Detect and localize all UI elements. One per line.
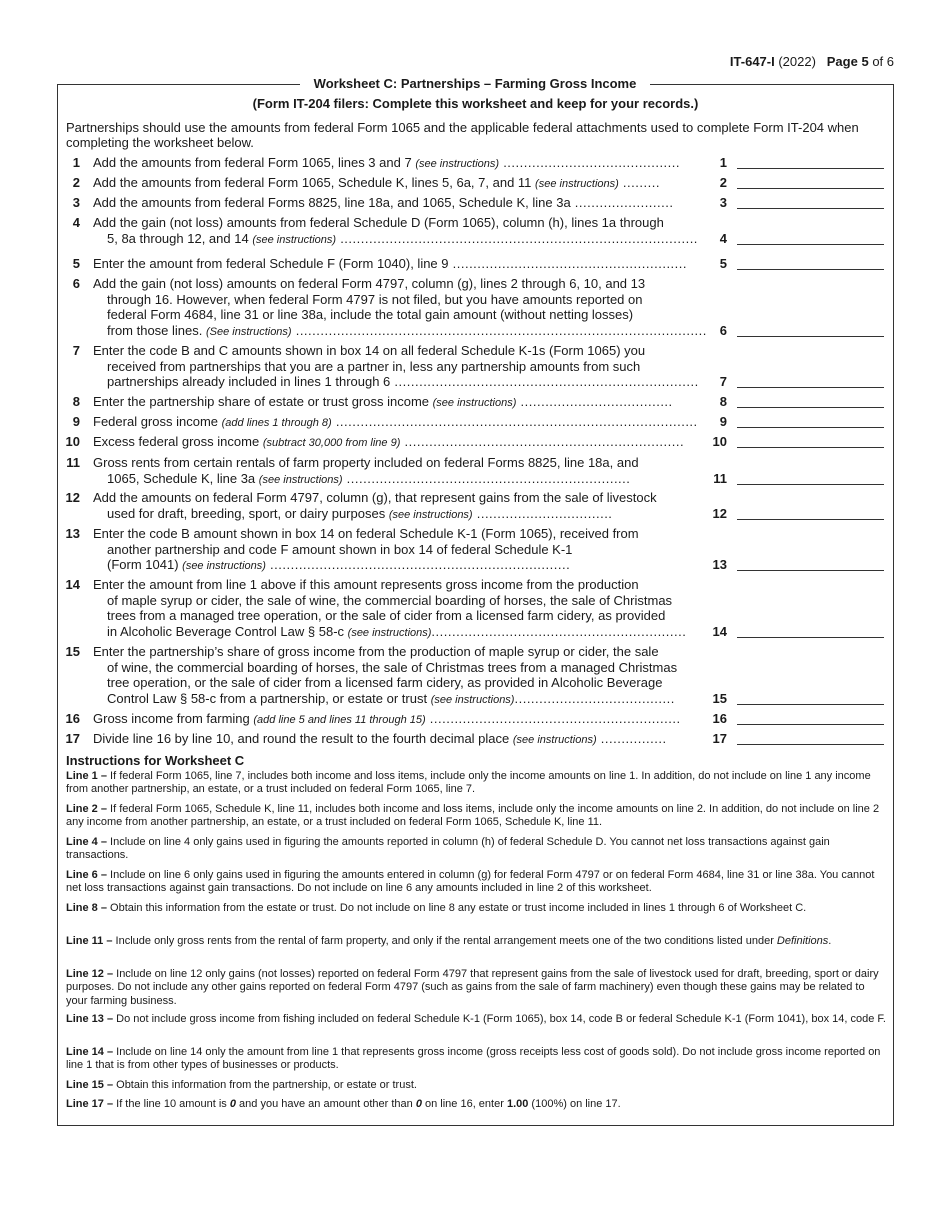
see-instructions-note: (see instructions) [252, 233, 337, 246]
line-ref-number: 12 [712, 505, 727, 521]
instruction-11: Line 11 – Include only gross rents from the rental of farm property, and only if the rental arrangement meets one of the two conditions listed under Definitions. [66, 935, 832, 947]
see-instructions-note: (see instructions) [432, 397, 517, 409]
line-number: 2 [72, 175, 80, 190]
line-description: Federal gross income (add lines 1 through 8) ........................................................................................ [93, 414, 698, 429]
see-instructions-note: (see instructions) [512, 734, 597, 746]
line-description: Add the amounts on federal Form 4797, column (g), that represent gains from the sale of livestock used for draft, breeding, sport, or dairy purposes (see instructions) ................................. [93, 490, 657, 521]
line-3-amount-field[interactable] [737, 195, 884, 209]
line-4-amount-field[interactable] [737, 231, 884, 245]
line-16-amount-field[interactable] [737, 711, 884, 725]
line-description: Enter the amount from federal Schedule F (Form 1040), line 9 ......................................................... [93, 256, 688, 271]
line-14-amount-field[interactable] [737, 624, 884, 638]
line-ref-number: 1 [719, 155, 727, 170]
line-17-amount-field[interactable] [737, 731, 884, 745]
instruction-14: Line 14 – Include on line 14 only the amount from line 1 that represents gross income (gross receipts less cost of goods sold). Do not include gross income reported on line 1 that is from other types of businesses or products. [66, 1046, 881, 1072]
see-instructions-note: (see instructions) [347, 626, 432, 639]
line-5-amount-field[interactable] [737, 256, 884, 270]
line-ref-number: 16 [712, 711, 727, 726]
line-description: Add the amounts from federal Form 1065, lines 3 and 7 (see instructions) ........................................... [93, 155, 680, 170]
line-ref-number: 17 [712, 731, 727, 746]
line-description: Divide line 16 by line 10, and round the result to the fourth decimal place (see instructions) ................ [93, 731, 667, 746]
see-instructions-note: (See instructions) [206, 325, 292, 338]
line-description: Enter the code B and C amounts shown in box 14 on all federal Schedule K-1s (Form 1065) you received from partnerships that you are a partner in, less any partnership amounts from such partnerships already included in lines 1 through 6 .......................................................................... [93, 343, 699, 390]
line-number: 16 [65, 711, 80, 726]
line-description: Excess federal gross income (subtract 30,000 from line 9) .................................................................... [93, 434, 685, 449]
line-ref-number: 15 [712, 690, 727, 706]
see-instructions-note: (see instructions) [430, 693, 515, 706]
line-ref-number: 3 [719, 195, 727, 210]
see-instructions-note: (subtract 30,000 from line 9) [262, 437, 401, 449]
line-number: 12 [65, 490, 80, 505]
line-number: 14 [65, 577, 80, 592]
line-number: 7 [72, 343, 80, 358]
instruction-13: Line 13 – Do not include gross income from fishing included on federal Schedule K-1 (Form 1065), box 14, code B or federal Schedule K-1 (Form 1041), box 14, code F. [66, 1013, 886, 1025]
line-ref-number: 13 [712, 557, 727, 573]
see-instructions-note: (see instructions) [415, 158, 500, 170]
line-number: 15 [65, 644, 80, 659]
line-number: 11 [66, 455, 80, 470]
line-description: Gross rents from certain rentals of farm property included on federal Forms 8825, line 18a, and 1065, Schedule K, line 3a (see instructions) ..................................................................... [93, 455, 639, 486]
line-number: 10 [65, 434, 80, 449]
line-7-amount-field[interactable] [737, 374, 884, 388]
line-2-amount-field[interactable] [737, 175, 884, 189]
instruction-6: Line 6 – Include on line 6 only gains used in figuring the amounts entered in column (g) for federal Form 4797 or on federal Form 4684, line 31 or line 38a. You cannot net loss transactions against gain transactions. Do not include on line 6 any amounts included in line 2 of this worksheet. [66, 869, 875, 895]
see-instructions-note: (see instructions) [388, 508, 473, 521]
line-ref-number: 14 [712, 623, 727, 639]
instruction-4: Line 4 – Include on line 4 only gains used in figuring the amounts reported in column (h) of federal Schedule D. You cannot net loss transactions against gain transactions. [66, 836, 830, 862]
instruction-line-17: Line 17 – If the line 10 amount is 0 and you have an amount other than 0 on line 16, enter 1.00 (100%) on line 17. [66, 1098, 621, 1110]
line-number: 6 [72, 276, 80, 291]
line-15-amount-field[interactable] [737, 691, 884, 705]
line-description: Enter the partnership share of estate or trust gross income (see instructions) ..................................... [93, 394, 673, 409]
line-number: 17 [65, 731, 80, 746]
line-number: 8 [72, 394, 80, 409]
worksheet-intro: Partnerships should use the amounts from federal Form 1065 and the applicable federal attachments used to complete Form IT-204 when completing the worksheet below. [66, 120, 859, 150]
page-label: Page 5 [826, 54, 869, 69]
line-description: Gross income from farming (add line 5 and lines 11 through 15) ............................................................. [93, 711, 681, 726]
worksheet-title: Worksheet C: Partnerships – Farming Gross Income [300, 76, 651, 91]
line-ref-number: 8 [719, 394, 727, 409]
worksheet-subtitle: (Form IT-204 filers: Complete this worksheet and keep for your records.) [252, 96, 699, 111]
instruction-12: Line 12 – Include on line 12 only gains (not losses) reported on federal Form 4797 that represent gains from the sale of livestock used for draft, breeding, sport or dairy purposes. Do not include any other gains reported on federal Form 4797 (such as gains from the sale of farm machinery) even though these gains may be related to your farming business. [66, 968, 879, 1007]
page-header [730, 54, 894, 69]
line-12-amount-field[interactable] [737, 506, 884, 520]
line-ref-number: 4 [719, 230, 727, 246]
line-description: Add the gain (not loss) amounts from federal Schedule D (Form 1065), column (h), lines 1a through 5, 8a through 12, and 14 (see instructions) ....................................................................................... [93, 215, 698, 246]
line-description: Enter the partnership’s share of gross income from the production of maple syrup or cider, the sale of wine, the commercial boarding of horses, the sale of Christmas trees from a managed Christmas tree operation, or the sale of cider from a licensed farm cidery, as provided in Alcoholic Beverage Control Law § 58-c from a partnership, or estate or trust (see instructions)....................................... [93, 644, 678, 706]
see-instructions-note: (see instructions) [182, 560, 266, 573]
line-description: Add the amounts from federal Forms 8825, line 18a, and 1065, Schedule K, line 3a ........................ [93, 195, 674, 210]
line-10-amount-field[interactable] [737, 434, 884, 448]
line-number: 9 [72, 414, 80, 429]
page-of: of 6 [872, 54, 894, 69]
line-6-amount-field[interactable] [737, 323, 884, 337]
line-ref-number: 6 [719, 322, 727, 338]
line-ref-number: 5 [719, 256, 727, 271]
line-number: 5 [72, 256, 80, 271]
line-description: Add the gain (not loss) amounts on federal Form 4797, column (g), lines 2 through 6, 10, and 13 through 16. However, when federal Form 4797 is not filed, but you have amounts reported on federal Form 4684, line 31 or line 38a, include the total gain amount (without netting losses) from those lines. (See instructions) .................................................................................................... [93, 276, 707, 338]
line-number: 13 [65, 526, 80, 541]
instruction-1: Line 1 – If federal Form 1065, line 7, includes both income and loss items, include only the income amounts on line 1. In addition, do not include on line 1 any income from another partnership, an estate, or a trust included on federal Form 1065, line 7. [66, 770, 871, 796]
line-number: 1 [72, 155, 80, 170]
line-1-amount-field[interactable] [737, 155, 884, 169]
line-ref-number: 7 [719, 374, 727, 390]
see-instructions-note: (add lines 1 through 8) [221, 417, 332, 429]
form-number: IT-647-I [729, 54, 775, 69]
line-9-amount-field[interactable] [737, 414, 884, 428]
line-ref-number: 2 [719, 175, 727, 190]
form-year: (2022) [778, 54, 816, 69]
line-ref-number: 9 [719, 414, 727, 429]
line-ref-number: 11 [713, 470, 727, 486]
line-description: Enter the code B amount shown in box 14 on federal Schedule K-1 (Form 1065), received from another partnership and code F amount shown in box 14 of federal Schedule K-1 (Form 1041) (see instructions) ......................................................................... [93, 526, 639, 573]
line-number: 4 [72, 215, 80, 230]
see-instructions-note: (add line 5 and lines 11 through 15) [253, 714, 426, 726]
instruction-8: Line 8 – Obtain this information from the estate or trust. Do not include on line 8 any estate or trust income included in lines 1 through 6 of Worksheet C. [66, 902, 807, 914]
line-description: Enter the amount from line 1 above if this amount represents gross income from the production of maple syrup or cider, the sale of wine, the commercial boarding of horses, the sale of Christmas trees from a managed tree operation, or the sale of cider from a licensed farm cidery, as provided in Alcoholic Beverage Control Law § 58-c (see instructions).............................................................. [93, 577, 687, 639]
line-description: Add the amounts from federal Form 1065, Schedule K, lines 5, 6a, 7, and 11 (see instructions) ......... [93, 175, 660, 190]
line-11-amount-field[interactable] [737, 471, 884, 485]
instruction-2: Line 2 – If federal Form 1065, Schedule K, line 11, includes both income and loss items, include only the income amounts on line 2. In addition, do not include on line 2 any income from another partnership, an estate, or a trust included on federal Form 1065, Schedule K, line 11. [66, 803, 880, 829]
instructions-title: Instructions for Worksheet C [66, 753, 245, 768]
see-instructions-note: (see instructions) [258, 473, 343, 486]
line-ref-number: 10 [712, 434, 727, 449]
instruction-15: Line 15 – Obtain this information from the partnership, or estate or trust. [66, 1079, 417, 1091]
line-number: 3 [72, 195, 80, 210]
see-instructions-note: (see instructions) [535, 178, 619, 190]
line-13-amount-field[interactable] [737, 557, 884, 571]
line-8-amount-field[interactable] [737, 394, 884, 408]
